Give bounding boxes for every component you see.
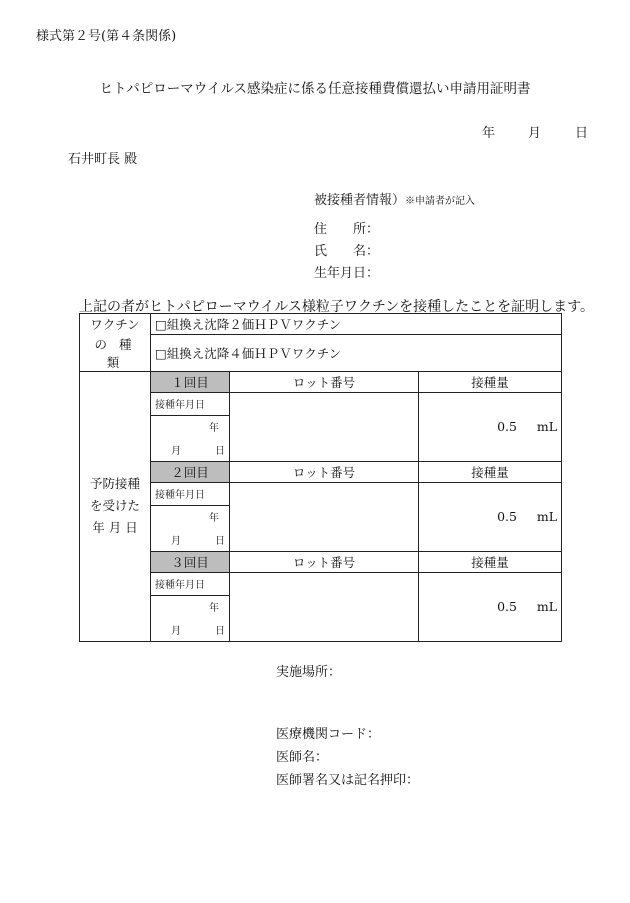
vaccination-date-label-cell: 接種年月日 bbox=[151, 392, 230, 415]
dose-amount-value: 0.5 mL bbox=[419, 572, 562, 641]
vaccination-month-day-field[interactable]: 月 日 bbox=[151, 438, 230, 461]
vaccine-option-bivalent[interactable]: □組換え沈降２価ＨＰＶワクチン bbox=[151, 314, 562, 335]
name-field-label: 氏 名： bbox=[314, 244, 380, 259]
recipient-info-heading bbox=[314, 189, 475, 208]
dose-amount-header: 接種量 bbox=[419, 551, 562, 572]
institution-code-label: 医療機関コード： bbox=[276, 727, 381, 742]
recipient-info-note: ※申請者が記入 bbox=[405, 196, 476, 207]
recipient-info-label: 被接種者情報） bbox=[314, 193, 406, 208]
date-day-label: 日 bbox=[575, 126, 589, 141]
dose-amount-value: 0.5 mL bbox=[419, 392, 562, 461]
lot-number-header: ロット番号 bbox=[230, 371, 419, 392]
dose-amount-header: 接種量 bbox=[419, 461, 562, 482]
lot-number-field[interactable] bbox=[230, 482, 419, 551]
date-month-label: 月 bbox=[528, 126, 542, 141]
address-field-label: 住 所： bbox=[314, 222, 380, 237]
lot-number-header: ロット番号 bbox=[230, 551, 419, 572]
vaccination-date-label-cell: 接種年月日 bbox=[151, 572, 230, 595]
certification-statement: 上記の者がヒトパピローマウイルス様粒子ワクチンを接種したことを証明します。 bbox=[79, 299, 595, 315]
form-number: 様式第２号(第４条関係) bbox=[36, 29, 177, 44]
birthdate-field-label: 生年月日： bbox=[314, 266, 380, 281]
date-year-label: 年 bbox=[482, 126, 496, 141]
dose-ordinal: ３回目 bbox=[151, 551, 230, 572]
lot-number-field[interactable] bbox=[230, 572, 419, 641]
vaccination-month-day-field[interactable]: 月 日 bbox=[151, 528, 230, 551]
vaccination-table bbox=[79, 313, 562, 642]
vaccination-date-label: 予防接種 を受けた 年 月 日 bbox=[80, 371, 151, 641]
document-title: ヒトパピローマウイルス感染症に係る任意接種費償還払い申請用証明書 bbox=[99, 81, 531, 97]
location-label: 実施場所： bbox=[276, 665, 342, 680]
dose-ordinal: １回目 bbox=[151, 371, 230, 392]
dose-amount-value: 0.5 mL bbox=[419, 482, 562, 551]
dose-amount-header: 接種量 bbox=[419, 371, 562, 392]
vaccination-year-field[interactable]: 年 bbox=[151, 415, 230, 438]
vaccine-type-label: ワクチン bbox=[80, 314, 151, 335]
doctor-signature-label: 医師署名又は記名押印： bbox=[276, 773, 420, 788]
addressee: 石井町長 殿 bbox=[68, 152, 138, 167]
vaccination-month-day-field[interactable]: 月 日 bbox=[151, 618, 230, 641]
lot-number-header: ロット番号 bbox=[230, 461, 419, 482]
lot-number-field[interactable] bbox=[230, 392, 419, 461]
vaccine-option-quadrivalent[interactable]: □組換え沈降４価ＨＰＶワクチン bbox=[151, 335, 562, 372]
vaccine-type-label-2: の 種 類 bbox=[80, 335, 151, 372]
dose-ordinal: ２回目 bbox=[151, 461, 230, 482]
vaccination-year-field[interactable]: 年 bbox=[151, 505, 230, 528]
vaccination-date-label-cell: 接種年月日 bbox=[151, 482, 230, 505]
vaccination-year-field[interactable]: 年 bbox=[151, 595, 230, 618]
doctor-name-label: 医師名： bbox=[276, 750, 329, 765]
